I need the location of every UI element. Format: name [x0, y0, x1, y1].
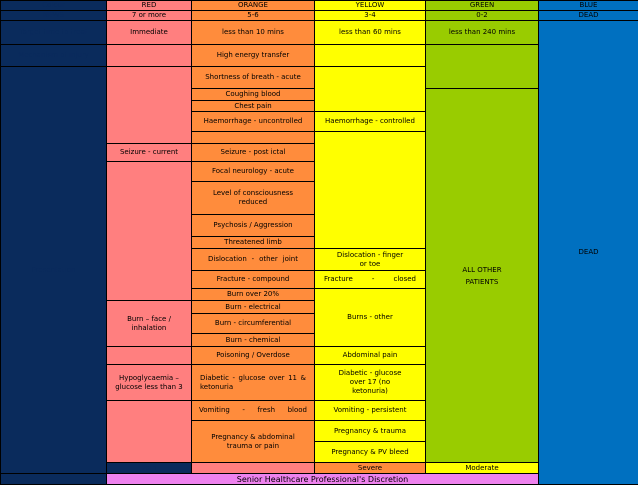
vomit-blood-text: Vomiting - fresh blood	[199, 406, 307, 415]
col-blue: BLUE	[539, 1, 638, 11]
red-blank-top	[107, 67, 192, 144]
preg-abdo-cell	[192, 421, 315, 463]
col-yellow: YELLOW	[315, 1, 426, 11]
pain-yellow: Moderate	[426, 463, 539, 474]
all-other-cell	[426, 89, 539, 463]
pain-red	[192, 463, 315, 474]
fracture-closed-cell	[315, 271, 426, 289]
dislocation-joint-cell	[192, 249, 315, 271]
response-label: Target time to treat	[1, 21, 107, 45]
news-row	[1, 11, 638, 21]
seizure-current-cell: Seizure - current	[107, 144, 192, 162]
preg-trauma-cell: Pregnancy & trauma	[315, 421, 426, 442]
mechanism-green	[426, 45, 539, 89]
dislocation-joint-text: Dislocation - other joint	[208, 255, 298, 264]
orange-gap	[192, 132, 315, 144]
haem-controlled-cell: Haemorrhage - controlled	[315, 112, 426, 132]
loc-cell	[192, 182, 315, 215]
diabetic-17-cell	[315, 365, 426, 401]
hypo-text: Hypoglycaemia – glucose less than 3	[110, 374, 188, 392]
pain-orange: Severe	[315, 463, 426, 474]
footer-discretion: Senior Healthcare Professional's Discretion	[107, 474, 539, 485]
vomit-blood-cell	[192, 401, 315, 421]
colour-label: Colour	[1, 1, 107, 11]
burn-chemical-cell: Burn - chemical	[192, 334, 315, 347]
mechanism-label: Mechanism of injury	[1, 45, 107, 67]
vomit-persist-cell: Vomiting - persistent	[315, 401, 426, 421]
loc-text: Level of consciousness reduced	[203, 189, 303, 207]
mechanism-red	[107, 45, 192, 67]
sob-cell: Shortness of breath - acute	[192, 67, 315, 89]
yellow-blank-top	[315, 67, 426, 112]
diabetic-17-text: Diabetic - glucose over 17 (no ketonuria)	[335, 369, 405, 396]
yellow-blank-mid	[315, 132, 426, 249]
threatened-limb-cell: Threatened limb	[192, 237, 315, 249]
burns-other-cell: Burns - other	[315, 289, 426, 347]
red-blank-poison	[107, 347, 192, 365]
presentation-label: Presentation	[1, 67, 107, 474]
burn-face-cell	[107, 301, 192, 347]
response-orange: less than 10 mins	[192, 21, 315, 45]
dislocation-finger-cell	[315, 249, 426, 271]
news-red: 7 or more	[107, 11, 192, 21]
mechanism-orange: High energy transfer	[192, 45, 315, 67]
col-orange: ORANGE	[192, 1, 315, 11]
diabetic-11-text: Diabetic - glucose over 11 & ketonuria	[200, 374, 306, 392]
burn-face-text: Burn – face / inhalation	[113, 315, 185, 333]
col-green: GREEN	[426, 1, 539, 11]
psychosis-cell: Psychosis / Aggression	[192, 215, 315, 237]
response-red: Immediate	[107, 21, 192, 45]
news-green: 0-2	[426, 11, 539, 21]
coughing-blood-cell: Coughing blood	[192, 89, 315, 101]
col-red: RED	[107, 1, 192, 11]
mechanism-yellow	[315, 45, 426, 67]
news-label: NEWS	[1, 11, 107, 21]
poisoning-cell: Poisoning / Overdose	[192, 347, 315, 365]
footer-navy	[1, 474, 107, 485]
abdominal-pain-cell: Abdominal pain	[315, 347, 426, 365]
preg-pv-cell	[315, 442, 426, 463]
burn-electrical-cell: Burn - electrical	[192, 301, 315, 314]
red-blank-mid	[107, 162, 192, 301]
response-green: less than 240 mins	[426, 21, 539, 45]
red-blank-bottom	[107, 401, 192, 463]
preg-abdo-text: Pregnancy & abdominal trauma or pain	[205, 433, 301, 451]
news-yellow: 3-4	[315, 11, 426, 21]
pain-label: Pain	[107, 463, 192, 474]
news-orange: 5-6	[192, 11, 315, 21]
header-row	[1, 1, 638, 11]
dislocation-finger-text: Dislocation - finger or toe	[335, 251, 405, 269]
focal-neuro-cell: Focal neurology - acute	[192, 162, 315, 182]
seizure-post-cell: Seizure - post ictal	[192, 144, 315, 162]
burn-over-cell: Burn over 20%	[192, 289, 315, 301]
diabetic-11-cell	[192, 365, 315, 401]
hypo-cell	[107, 365, 192, 401]
news-blue: DEAD	[539, 11, 638, 21]
dead-cell: DEAD	[539, 21, 638, 485]
chest-pain-cell: Chest pain	[192, 101, 315, 112]
burn-circ-cell: Burn - circumferential	[192, 314, 315, 334]
haem-uncontrolled-cell: Haemorrhage - uncontrolled	[192, 112, 315, 132]
all-other-text: ALL OTHER PATIENTS	[462, 264, 502, 288]
response-yellow: less than 60 mins	[315, 21, 426, 45]
fracture-compound-cell: Fracture - compound	[192, 271, 315, 289]
fracture-closed-text: Fracture - closed	[324, 275, 416, 284]
response-row	[1, 21, 638, 45]
preg-pv-text: Pregnancy & PV bleed	[331, 448, 409, 457]
